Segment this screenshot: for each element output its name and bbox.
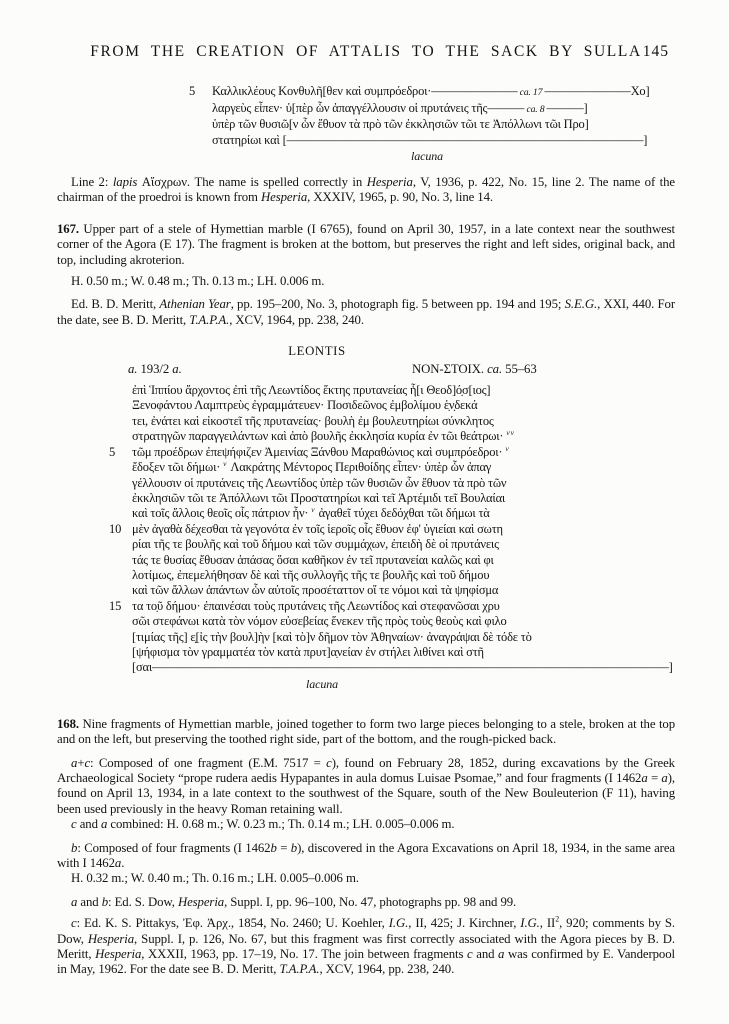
greek-text: ἔδοξεν τῶι δήμωι· $^v$ Λακράτης Μέντορος Περιθοίδης εἶπεν· ὑπὲρ ὧν ἀπαγ bbox=[132, 458, 492, 475]
greek-text-line bbox=[132, 583, 675, 598]
entry-167-description: 167. Upper part of a stele of Hymettian marble (I 6765), found on April 30, 1957, in a late context near the southwest corner of the Agora (E 17). The fragment is broken at the bottom, but preserves the right and left sides, original back, and top, including akroterion. bbox=[57, 221, 675, 267]
greek-text-line bbox=[109, 521, 675, 537]
greek-text-line bbox=[212, 101, 675, 117]
greek-text-line bbox=[132, 568, 675, 583]
entry-168-fragment-ac: a+c: Composed of one fragment (E.M. 7517 = c), found on February 28, 1852, during excavations by the Greek Archaeological Society “prope rudera aedis Hypapantes in aula domus Luisae Psomae,” and four fragments (I 1462a = a), found on April 13, 1934, in a late context to the southwest of the Square, south of the New Bouleuterion (F 11), having been used previously in the heavy Roman retaining wall. bbox=[57, 755, 675, 816]
greek-text: τάς τε θυσίας ἔθυσαν ἁπάσας ὅσαι καθῆκον ἐν τεῖ πρυτανείαι καλῶς καὶ φι bbox=[132, 552, 494, 567]
greek-text: ὑπὲρ τῶν θυσιῶ[ν ὧν ἔθυον τὰ πρὸ τῶν ἐκκλησιῶν τῶι τε Ἀπόλλωνι τῶι Προ] bbox=[212, 117, 589, 132]
greek-text-line bbox=[132, 491, 675, 506]
greek-text: [σαι——————————————————————————————————————————] bbox=[132, 660, 673, 675]
page-header bbox=[57, 44, 675, 60]
page-number: 145 bbox=[642, 43, 669, 60]
greek-text: μὲν ἀγαθὰ δέχεσθαι τὰ γεγονότα ἐν τοῖς ἱεροῖς οἷς ἔθυον ἐφ' ὑγιείαι καὶ σωτη bbox=[132, 521, 503, 536]
greek-text: τει, ἐνάτει καὶ εἰκοστεῖ τῆς πρυτανείας· βουλὴ ἐμ βουλευτηρίωι σύνκλητος bbox=[132, 413, 494, 428]
lacuna-label: lacuna bbox=[305, 676, 339, 691]
greek-text-line bbox=[132, 660, 675, 675]
greek-text-line bbox=[132, 506, 675, 521]
greek-text: [τιμίας τῆς] ε̣[ἰς τὴν βουλ]ὴν [καὶ τὸ]ν δῆμον τὸν Ἀθηναίων· ἀναγράψαι δὲ τόδε τὸ bbox=[132, 629, 532, 644]
line-number: 5 bbox=[109, 444, 116, 459]
date-line bbox=[57, 362, 675, 377]
inscription-166-text-block bbox=[189, 84, 675, 164]
greek-text-line bbox=[212, 133, 675, 148]
greek-text: στατηρίωι καὶ [—————————————————————————————] bbox=[212, 132, 648, 147]
date-label: a. 193/2 a. bbox=[128, 361, 182, 376]
line-number: 10 bbox=[109, 521, 122, 536]
greek-text: Ξενοφάντου Λαμπτρεὺς ἐγραμμάτευεν· Ποσιδεῶνος ἐμβολίμου ἑ̣ν̣δεκά bbox=[132, 398, 478, 413]
greek-text: σῶι στεφάνωι κατὰ τὸν νόμον εὐσεβείας ἕνεκεν τῆς πρὸς τοὺς θεοὺς καὶ φιλο bbox=[132, 614, 507, 629]
greek-text: γέλλουσιν οἱ πρυτάνεις τῆς Λεωντίδος ὑπὲρ τῶν θυσιῶν ὧν ἔθυον τὰ πρὸ τῶν bbox=[132, 475, 507, 490]
inscription-167-text-block bbox=[109, 383, 675, 691]
greek-text-line bbox=[109, 443, 675, 460]
tribe-heading: LEONTIS bbox=[288, 344, 346, 359]
entry-168-editions-c: c: Ed. K. S. Pittakys, Ἐφ. Ἀρχ., 1854, No. 2460; U. Koehler, I.G., II, 425; J. Kirchner, I.G., $II^2$, 920; comments by S. Dow, Hesperia, Suppl. I, p. 126, No. 67, but this fragment was first correctly associated with the Agora pieces by B. D. Meritt, Hesperia, XXXII, 1963, pp. 17–19, No. 17. The join between fragments c and a was confirmed by E. Vanderpool in May, 1962. For the date see B. D. Meritt, T.A.P.A., XCV, 1964, pp. 238, 240. bbox=[57, 915, 676, 977]
entry-168-fragment-b: b: Composed of four fragments (I 1462b = b), discovered in the Agora Excavations on April 18, 1934, in the same area with I 1462a. bbox=[57, 840, 675, 871]
entry-168-description: 168. Nine fragments of Hymettian marble, joined together to form two large pieces belonging to a stele, broken at the top and on the left, but preserving the toothed right side, part of the bottom, and the rough-picked back. bbox=[57, 716, 675, 747]
entry-168-editions-ab: a and b: Ed. S. Dow, Hesperia, Suppl. I, pp. 96–100, No. 47, photographs pp. 98 and 99. bbox=[71, 894, 517, 909]
greek-text: καὶ τοῖς ἄλλοις θεοῖς οἷς πάτριον ἦν· $^v$ ἀγαθεῖ τύχει δεδόχθαι τῶι δήμωι τὰ bbox=[132, 505, 490, 521]
greek-text-line bbox=[132, 614, 675, 629]
greek-text: ἐπὶ Ἱππίου ἄρχοντος ἐπὶ τῆς Λεωντίδος ἕκτης πρυτανείας ἧ[ι Θεοδ]ό̣σ[ιος] bbox=[132, 383, 491, 398]
greek-text-line bbox=[132, 553, 675, 568]
greek-text-line bbox=[132, 630, 675, 645]
greek-text-line bbox=[132, 398, 675, 413]
greek-text-line bbox=[132, 414, 675, 429]
greek-text-line bbox=[132, 645, 675, 660]
greek-text-line bbox=[132, 476, 675, 491]
greek-text-line bbox=[132, 429, 675, 444]
entry-167-dimensions: H. 0.50 m.; W. 0.48 m.; Th. 0.13 m.; LH. 0.006 m. bbox=[71, 274, 325, 289]
greek-text: τα το̣ῦ δήμου· ἐπαινέσαι τοὺς πρυτάνεις τῆς Λεωντίδος καὶ στεφανῶσαι χρυ bbox=[132, 598, 500, 613]
greek-text-line bbox=[132, 383, 675, 398]
greek-text-line bbox=[189, 84, 675, 100]
greek-text: ρίαι τῆς τε βουλῆς καὶ τοῦ δήμου καὶ τῶν συμμάχων, ἐπειδὴ δὲ οἱ πρυτάνεις bbox=[132, 537, 499, 552]
page-header-title: FROM THE CREATION OF ATTALIS TO THE SACK BY SULLA bbox=[90, 43, 642, 60]
lacuna-label: lacuna bbox=[410, 149, 444, 164]
entry-168-dimensions-ca: c and a combined: H. 0.68 m.; W. 0.23 m.; Th. 0.14 m.; LH. 0.005–0.006 m. bbox=[71, 817, 455, 832]
entry-168-dimensions-b: H. 0.32 m.; W. 0.40 m.; Th. 0.16 m.; LH. 0.005–0.006 m. bbox=[71, 871, 359, 886]
stoichedon-label: NON-ΣΤΟΙΧ. ca. 55–63 bbox=[412, 361, 537, 376]
greek-text-line bbox=[212, 117, 675, 132]
greek-text: καὶ τῶν ἄλλων ἁπάντων ὧν αὐτοῖς προσέταττον οἵ τε νόμοι καὶ τὰ ψηφίσμα bbox=[132, 583, 499, 598]
greek-text: τῶμ προέδρων ἐπεψήφιζεν Ἀμεινίας Ξάνθου Μαραθώνιος καὶ συμπρόεδροι· $^v$ bbox=[132, 443, 510, 459]
greek-text: στρατηγῶν παραγγειλάντων καὶ ἀπὸ βουλῆς ἐκκλησία κυρία ἐν τῶι θεάτρωι· $^{vv}$ bbox=[132, 428, 515, 444]
greek-text: Καλλικλέους Κονθυλῆ[θεν καὶ συμπρόεδροι·——————— ca. 17 ———————Χο] bbox=[212, 84, 650, 99]
greek-text: λαργεὺς εἶπεν· ὑ[πὲρ ὧν ἀπαγγέλλουσιν οἱ πρυτάνεις τῆς——— ca. 8 ———] bbox=[212, 100, 588, 115]
greek-text-line bbox=[132, 537, 675, 552]
greek-text-line bbox=[109, 598, 675, 614]
greek-text: [ψήφισμα τὸν γραμματέα τὸν κατὰ πρυτ]α̣νείαν ἐν στήλει λιθίνει καὶ στῆ bbox=[132, 644, 484, 659]
note-line2-paragraph: Line 2: lapis Αἴσχρων. The name is spelled correctly in Hesperia, V, 1936, p. 422, No. 15, line 2. The name of the chairman of the proedroi is known from Hesperia, XXXIV, 1965, p. 90, No. 3, line 14. bbox=[57, 175, 675, 205]
line-number: 5 bbox=[189, 84, 196, 99]
entry-167-editions: Ed. B. D. Meritt, Athenian Year, pp. 195–200, No. 3, photograph fig. 5 between pp. 194 and 195; S.E.G., XXI, 440. For the date, see B. D. Meritt, T.A.P.A., XCV, 1964, pp. 238, 240. bbox=[57, 297, 675, 327]
line-number: 15 bbox=[109, 598, 122, 613]
greek-text: λοτίμως, ἐπεμελήθησαν δὲ καὶ τῆς συλλογῆς τῆς τε βουλῆς καὶ τοῦ δήμου bbox=[132, 567, 490, 582]
greek-text-line bbox=[132, 460, 675, 475]
greek-text: ἐκκλησιῶν τῶι τε Ἀπόλλωνι τῶι Προστατηρίωι καὶ τεῖ Ἀρτέμιδι τεῖ Βουλαίαι bbox=[132, 490, 506, 505]
